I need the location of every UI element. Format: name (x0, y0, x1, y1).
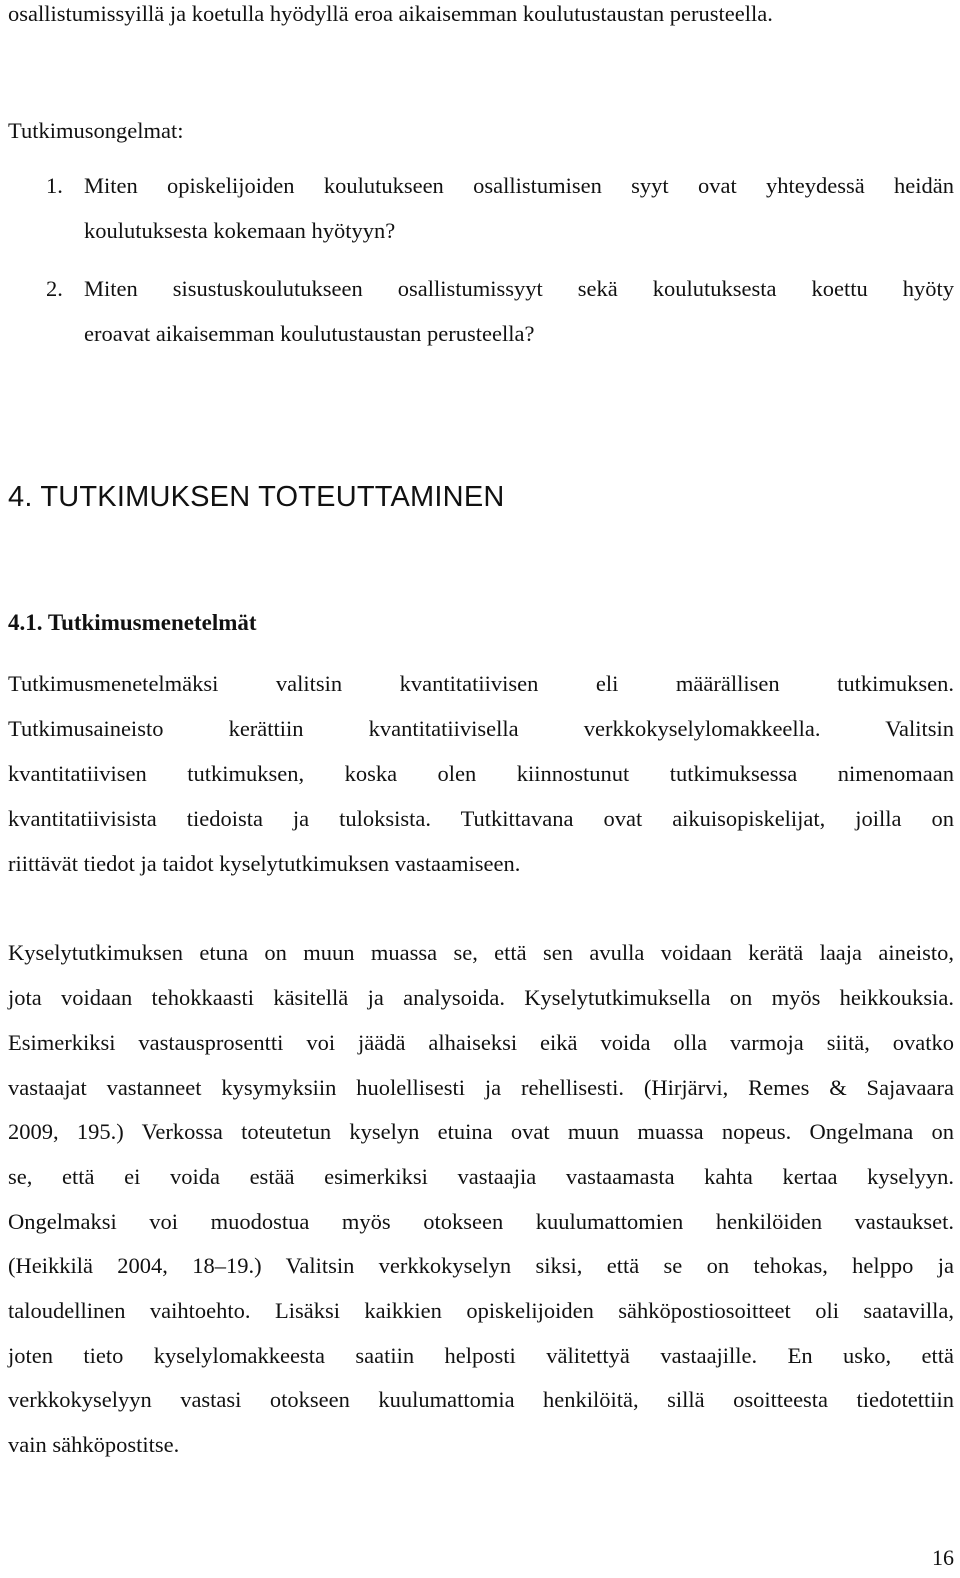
section-heading: 4.1. Tutkimusmenetelmät (8, 610, 257, 635)
paragraph-2-line-7: Ongelmaksi voi muodostua myös otokseen kuulumattomien henkilöiden vastaukset. (8, 1209, 954, 1234)
paragraph-1-line-5: riittävät tiedot ja taidot kyselytutkimuksen vastaamiseen. (8, 851, 521, 876)
page-number: 16 (932, 1545, 954, 1570)
problem-2-number: 2. (46, 276, 63, 301)
paragraph-2-line-9: taloudellinen vaihtoehto. Lisäksi kaikkien opiskelijoiden sähköpostiosoitteet oli saatavilla, (8, 1298, 954, 1323)
paragraph-2-line-12: vain sähköpostitse. (8, 1432, 180, 1457)
paragraph-1-line-3: kvantitatiivisen tutkimuksen, koska olen kiinnostunut tutkimuksessa nimenomaan (8, 761, 954, 786)
paragraph-2-line-10: joten tieto kyselylomakkeesta saatiin helposti välitettyä vastaajille. En usko, että (8, 1343, 954, 1368)
paragraph-2-line-11: verkkokyselyyn vastasi otokseen kuulumattomia henkilöitä, sillä osoitteesta tiedotettiin (8, 1387, 954, 1412)
problem-1-line-2: koulutuksesta kokemaan hyötyyn? (84, 218, 396, 243)
paragraph-2-line-3: Esimerkiksi vastausprosentti voi jäädä alhaiseksi eikä voida olla varmoja siitä, ovatko (8, 1030, 954, 1055)
chapter-heading: 4. TUTKIMUKSEN TOTEUTTAMINEN (8, 481, 505, 513)
paragraph-2-line-1: Kyselytutkimuksen etuna on muun muassa se, että sen avulla voidaan kerätä laaja aineisto, (8, 940, 954, 965)
paragraph-1-line-2: Tutkimusaineisto kerättiin kvantitatiivisella verkkokyselylomakkeella. Valitsin (8, 716, 954, 741)
paragraph-2-line-2: jota voidaan tehokkaasti käsitellä ja analysoida. Kyselytutkimuksella on myös heikkouksia. (8, 985, 954, 1010)
intro-line: osallistumissyillä ja koetulla hyödyllä eroa aikaisemman koulutustaustan perusteella. (8, 1, 773, 26)
problem-1-number: 1. (46, 173, 63, 198)
paragraph-2-line-6: se, että ei voida estää esimerkiksi vastaajia vastaamasta kahta kertaa kyselyyn. (8, 1164, 954, 1189)
paragraph-1-line-1: Tutkimusmenetelmäksi valitsin kvantitatiivisen eli määrällisen tutkimuksen. (8, 671, 954, 696)
paragraph-2-line-4: vastaajat vastanneet kysymyksiin huolellisesti ja rehellisesti. (Hirjärvi, Remes & Sajavaara (8, 1075, 954, 1100)
paragraph-2-line-8: (Heikkilä 2004, 18–19.) Valitsin verkkokyselyn siksi, että se on tehokas, helppo ja (8, 1253, 954, 1278)
paragraph-2-line-5: 2009, 195.) Verkossa toteutetun kyselyn etuina ovat muun muassa nopeus. Ongelmana on (8, 1119, 954, 1144)
paragraph-1-line-4: kvantitatiivisista tiedoista ja tuloksista. Tutkittavana ovat aikuisopiskelijat, joilla on (8, 806, 954, 831)
problem-1-line-1: Miten opiskelijoiden koulutukseen osallistumisen syyt ovat yhteydessä heidän (84, 173, 954, 198)
problem-2-line-2: eroavat aikaisemman koulutustaustan perusteella? (84, 321, 535, 346)
problems-heading: Tutkimusongelmat: (8, 118, 184, 143)
problem-2-line-1: Miten sisustuskoulutukseen osallistumissyyt sekä koulutuksesta koettu hyöty (84, 276, 954, 301)
